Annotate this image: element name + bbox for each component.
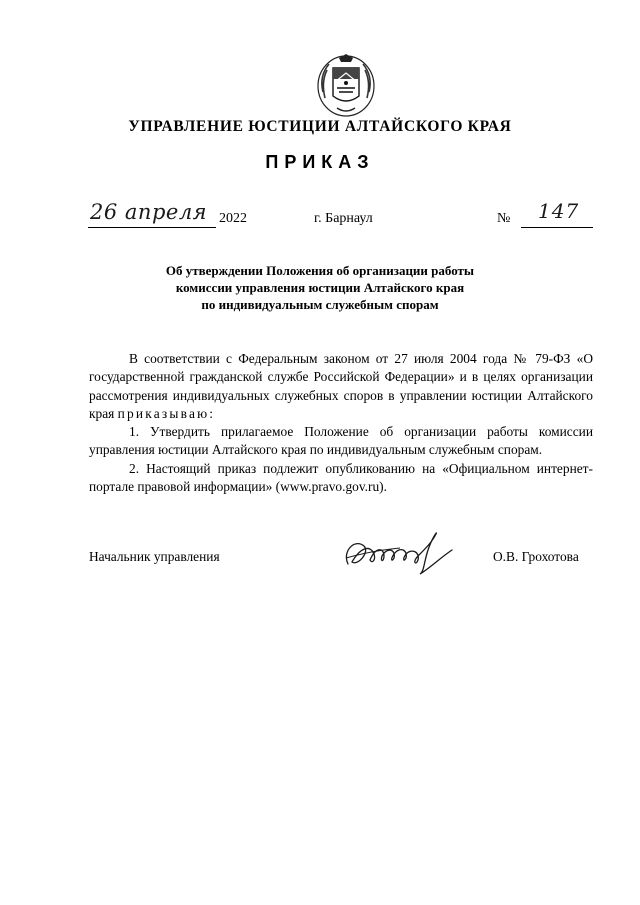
order-item-1: 1. Утвердить прилагаемое Положение об организации работы комиссии управления юстиции Алтайского края по индивидуальным служебным спорам. xyxy=(89,424,593,458)
preamble-paragraph xyxy=(89,350,593,423)
signatory-title: Начальник управления xyxy=(89,549,220,564)
subject-line: по индивидуальным служебным спорам xyxy=(201,297,439,312)
order-word: приказываю: xyxy=(117,405,216,421)
handwritten-number: 147 xyxy=(538,199,580,223)
subject-line: Об утверждении Положения об организации работы xyxy=(165,263,475,278)
subject-line: комиссии управления юстиции Алтайского края xyxy=(175,280,465,295)
number-sign: № xyxy=(497,211,511,226)
handwritten-signature-icon xyxy=(340,528,470,576)
year: 2022 xyxy=(219,211,247,226)
signatory-name: О.В. Грохотова xyxy=(493,549,579,564)
order-body xyxy=(89,350,593,496)
document-type: ПРИКАЗ xyxy=(265,152,375,172)
coat-of-arms-icon xyxy=(313,52,379,118)
order-subject xyxy=(120,262,520,313)
order-item-2: 2. Настоящий приказ подлежит опубликованию на «Официальном интернет-портале правовой информации» (www.pravo.gov.ru). xyxy=(89,460,593,495)
handwritten-date: 26 апреля xyxy=(90,200,208,224)
preamble-text: В соответствии с Федеральным законом от 27 июля 2004 года № 79-ФЗ «О государственной гражданской службе Российской Федерации» и в целях организации рассмотрения индивидуальных служебных споров в управлении юстиции Алтайского края xyxy=(89,351,593,421)
organization-title: УПРАВЛЕНИЕ ЮСТИЦИИ АЛТАЙСКОГО КРАЯ xyxy=(128,118,512,135)
city: г. Барнаул xyxy=(314,211,373,226)
